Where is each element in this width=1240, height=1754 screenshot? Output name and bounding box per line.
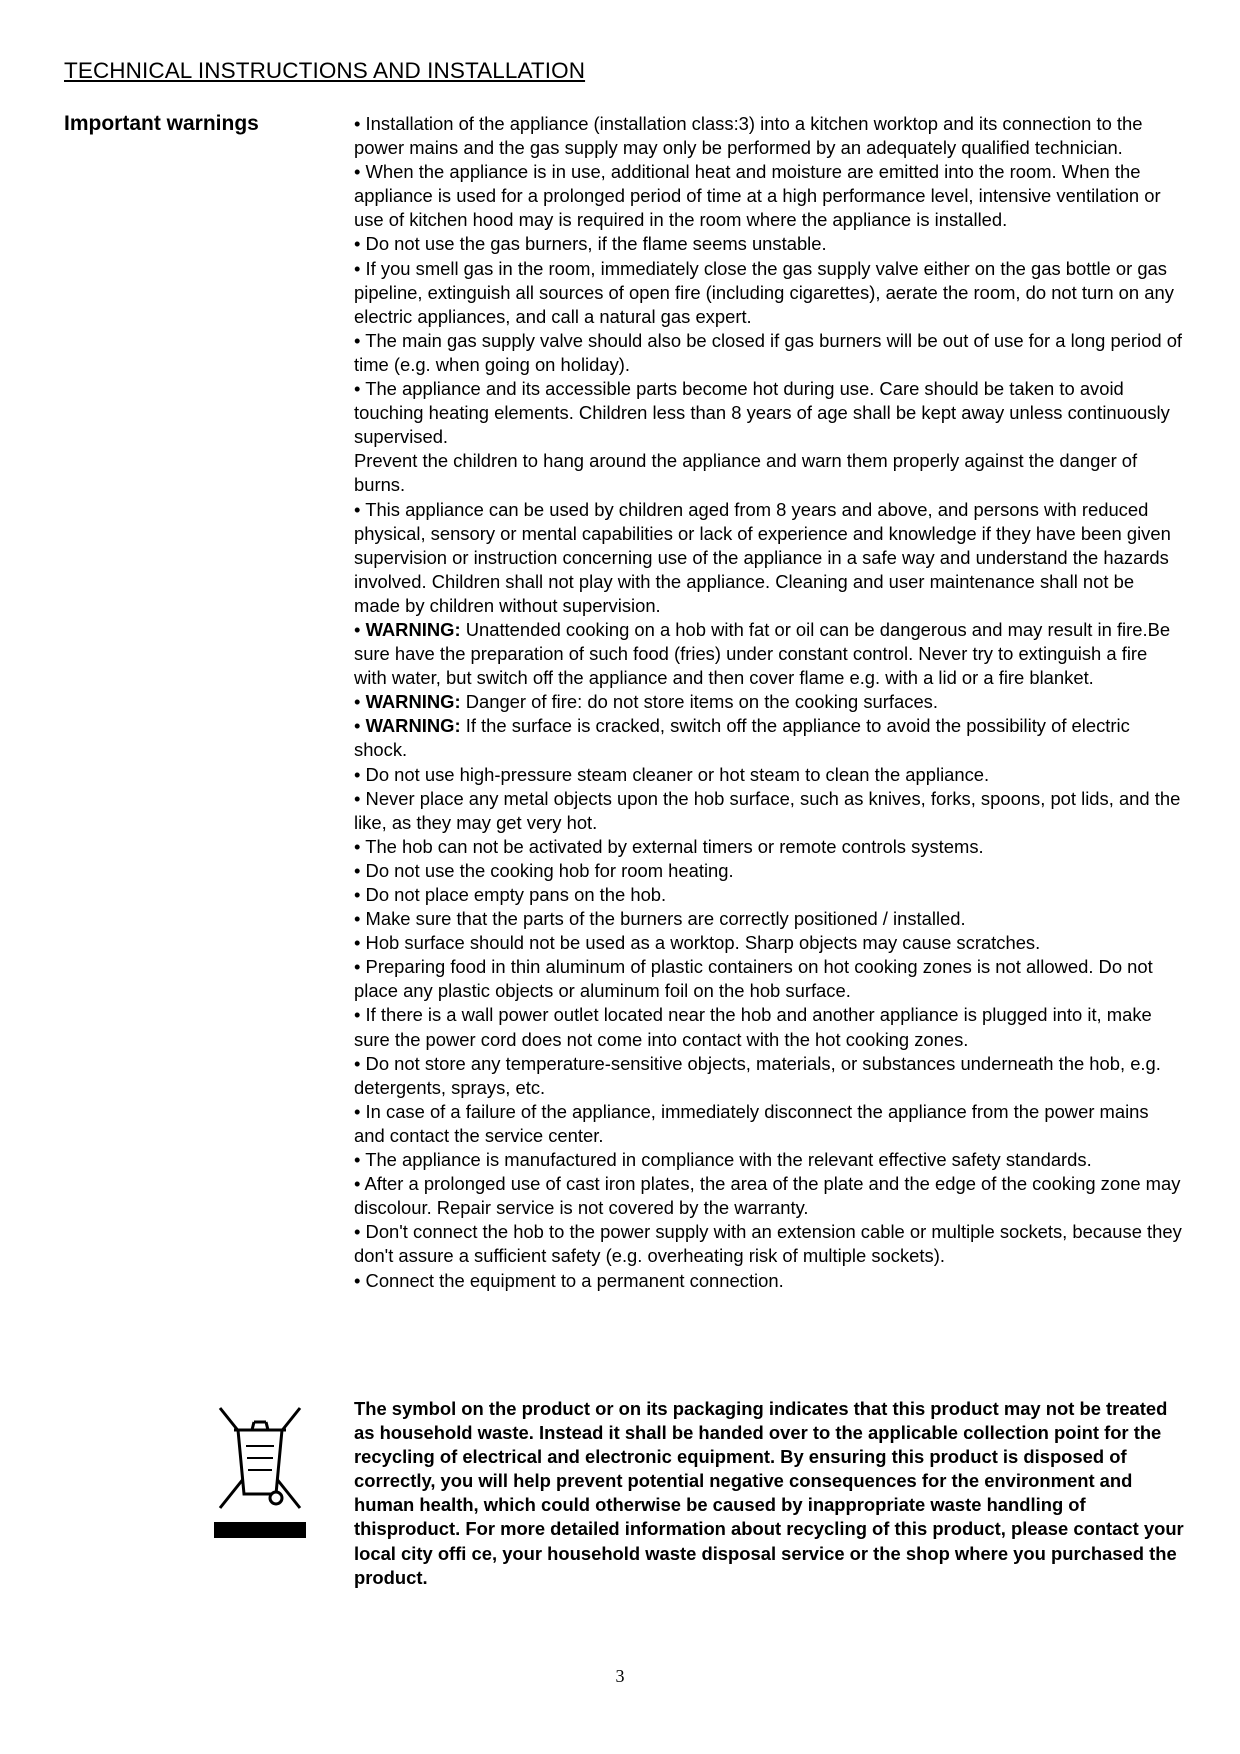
warning-item: • Installation of the appliance (installation class:3) into a kitchen worktop and its connection to the power mains and the gas supply may only be performed by an adequately qualified technician.: [354, 113, 1143, 159]
warning-item: • Never place any metal objects upon the hob surface, such as knives, forks, spoons, pot lids, and the like, as they may get very hot.: [354, 787, 1181, 833]
warnings-list: [354, 112, 1184, 1293]
warning-item: • Don't connect the hob to the power supply with an extension cable or multiple sockets, because they don't assure a sufficient safety (e.g. overheating risk of multiple sockets).: [354, 1221, 1182, 1267]
warning-label: WARNING:: [365, 715, 461, 737]
warning-label: WARNING:: [365, 691, 461, 713]
warning-item: • Hob surface should not be used as a worktop. Sharp objects may cause scratches.: [354, 932, 1041, 954]
warning-item: • In case of a failure of the appliance, immediately disconnect the appliance from the power mains and contact the service center.: [354, 1100, 1149, 1146]
warning-item: • This appliance can be used by children aged from 8 years and above, and persons with reduced physical, sensory or mental capabilities or lack of experience and knowledge if they have been given supervision or instruction concerning use of the appliance in a safe way and understand the hazards involved. Children shall not play with the appliance. Cleaning and user maintenance shall not be made by children without supervision.: [354, 498, 1171, 616]
warning-item: • If there is a wall power outlet located near the hob and another appliance is plugged into it, make sure the power cord does not come into contact with the hot cooking zones.: [354, 1004, 1152, 1050]
warning-label: WARNING:: [365, 618, 461, 640]
warning-item: • When the appliance is in use, additional heat and moisture are emitted into the room. When the appliance is used for a prolonged period of time at a high performance level, intensive ventilation or use of kitchen hood may is required in the room where the appliance is installed.: [354, 161, 1161, 231]
warning-item: • Do not place empty pans on the hob.: [354, 884, 667, 905]
warning-item: • After a prolonged use of cast iron plates, the area of the plate and the edge of the cooking zone may discolour. Repair service is not covered by the warranty.: [354, 1173, 1181, 1219]
warning-item: • Do not use high-pressure steam cleaner or hot steam to clean the appliance.: [354, 763, 990, 785]
section-heading-important-warnings: Important warnings: [64, 112, 259, 135]
warning-item: • WARNING: Unattended cooking on a hob with fat or oil can be dangerous and may result in fire.Be sure have the preparation of such food (fries) under constant control. Never try to extinguish a fire with water, but switch off the appliance and then cover flame e.g. with a lid or a fire blanket.: [354, 618, 1171, 689]
warning-text: Unattended cooking on a hob with fat or oil can be dangerous and may result in fire.Be sure have the preparation of such food (fries) under constant control. Never try to extinguish a fire with water, but switch off the appliance and then cover flame e.g. with a lid or a fire blanket.: [354, 618, 1171, 689]
disposal-notice: The symbol on the product or on its packaging indicates that this product may not be treated as household waste. Instead it shall be handed over to the applicable collection point for the recycling of electrical and electronic equipment. By ensuring this product is disposed of correctly, you will help prevent potential negative consequences for the environment and human health, which could otherwise be caused by inappropriate waste handling of thisproduct. For more detailed information about recycling of this product, please contact your local city offi ce, your household waste disposal service or the shop where you purchased the product.: [354, 1398, 1184, 1588]
warning-item: • Do not use the cooking hob for room heating.: [354, 859, 734, 881]
page-number: 3: [615, 1666, 625, 1686]
warning-item: • Do not store any temperature-sensitive objects, materials, or substances underneath the hob, e.g. detergents, sprays, etc.: [354, 1052, 1161, 1098]
warning-item: • Do not use the gas burners, if the flame seems unstable.: [354, 233, 827, 255]
crossed-out-wheelie-bin-icon: [214, 1406, 306, 1538]
warning-item: • Preparing food in thin aluminum of plastic containers on hot cooking zones is not allowed. Do not place any plastic objects or aluminum foil on the hob surface.: [354, 956, 1153, 1002]
warning-item: • The main gas supply valve should also be closed if gas burners will be out of use for a long period of time (e.g. when going on holiday).: [354, 329, 1183, 375]
warning-text: Danger of fire: do not store items on the cooking surfaces.: [465, 691, 938, 713]
warning-item: • The hob can not be activated by external timers or remote controls systems.: [354, 835, 984, 857]
warning-item: • Make sure that the parts of the burners are correctly positioned / installed.: [354, 908, 966, 930]
page-title: TECHNICAL INSTRUCTIONS AND INSTALLATION: [64, 58, 586, 83]
warning-item: • WARNING: If the surface is cracked, switch off the appliance to avoid the possibility of electric shock.: [354, 715, 1130, 761]
warning-text: If the surface is cracked, switch off the appliance to avoid the possibility of electric shock.: [354, 715, 1130, 761]
warning-item: • If you smell gas in the room, immediately close the gas supply valve either on the gas bottle or gas pipeline, extinguish all sources of open fire (including cigarettes), aerate the room, do not turn on any electric appliances, and call a natural gas expert.: [354, 257, 1174, 327]
warning-item: • The appliance is manufactured in compliance with the relevant effective safety standards.: [354, 1149, 1092, 1171]
warning-item: • The appliance and its accessible parts become hot during use. Care should be taken to avoid touching heating elements. Children less than 8 years of age shall be kept away unless continuously supervised.: [354, 378, 1170, 448]
warning-item: Prevent the children to hang around the appliance and warn them properly against the danger of burns.: [354, 450, 1138, 496]
warning-item: • WARNING: Danger of fire: do not store items on the cooking surfaces.: [354, 691, 938, 713]
warning-item: • Connect the equipment to a permanent connection.: [354, 1269, 784, 1291]
